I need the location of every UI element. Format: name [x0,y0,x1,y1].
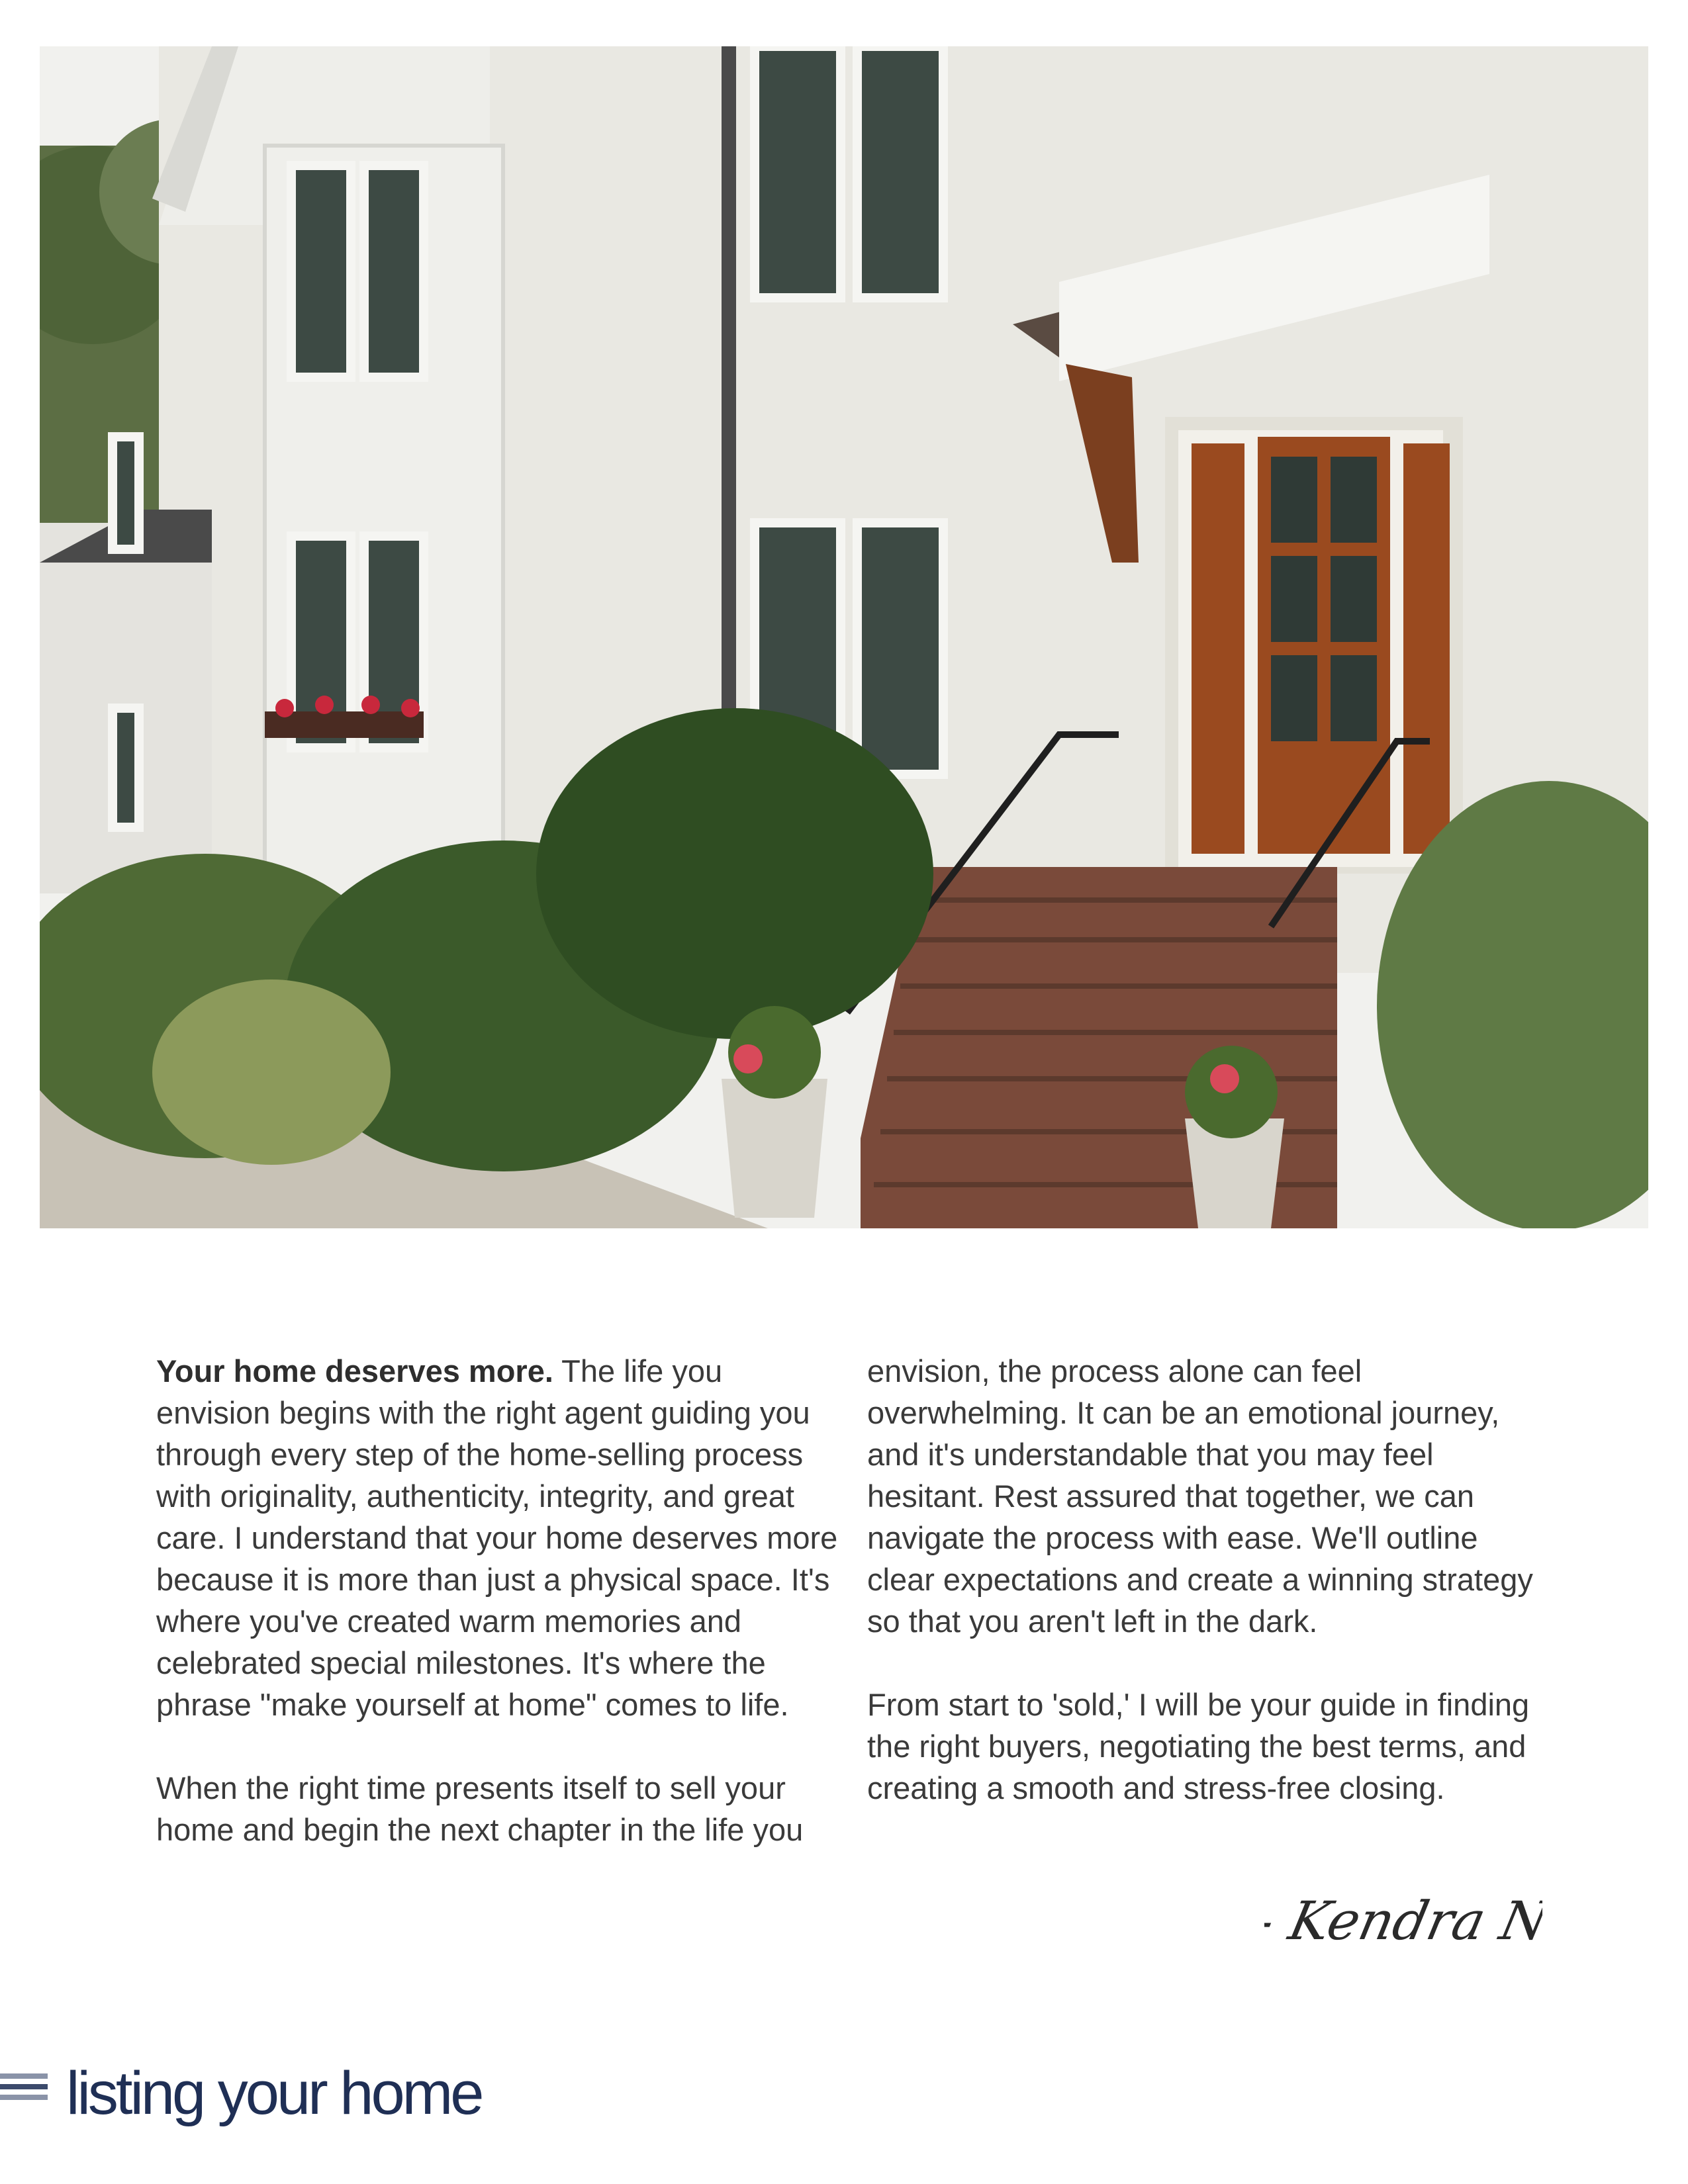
footer-lines-icon [0,2073,48,2113]
paragraph-2: When the right time presents itself to sell your home and begin the next chapter in the life you [156,1770,804,1847]
text-column-left [156,1350,838,1892]
signature-text: - Kendra Nitz [1264,1890,1542,1952]
paragraph-1 [156,1350,838,1725]
paragraph-3: From start to 'sold,' I will be your guide in finding the right buyers, negotiating the best terms, and creating a smooth and stress-free closing. [867,1687,1530,1805]
paragraph-2-overflow: envision, the process alone can feel overwhelming. It can be an emotional journey, and it's understandable that you may feel hesitant. Rest assured that together, we can navigate the process with ease. We'll outline clear expectations and create a winning strategy so that you aren't left in the dark. [867,1353,1533,1639]
sidelight-left [1192,443,1244,854]
house-exterior-image [40,46,1648,1228]
planter-left [722,1079,827,1218]
lead-text: Your home deserves more. [156,1353,553,1388]
text-column-right [867,1350,1549,1850]
footer-title: listing your home [66,2060,482,2127]
signature [1264,1880,1542,1972]
paragraph-1-text: The life you envision begins with the right agent guiding you through every step of the home-selling process with originality, authenticity, integrity, and great care. I understand that your home deserves more because it is more than just a physical space. It's where you've created warm memories and celebrated special milestones. It's where the phrase "make yourself at home" comes to life. [156,1353,838,1722]
hero-photo [40,46,1648,1228]
paragraph-2-continued [867,1350,1549,1642]
